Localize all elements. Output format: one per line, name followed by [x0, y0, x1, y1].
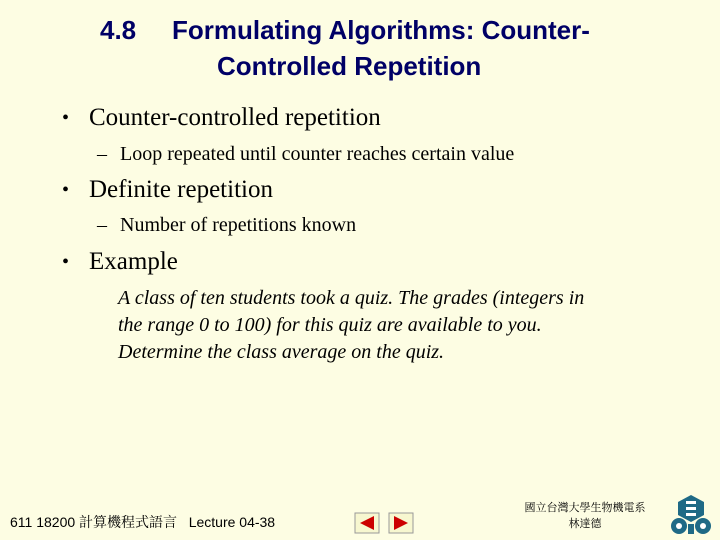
- triangle-right-icon[interactable]: [388, 512, 414, 534]
- example-text: [118, 285, 658, 366]
- bullet-dot: •: [62, 179, 70, 201]
- department: 國立台灣大學生物機電系: [524, 502, 646, 514]
- sub-bullet-1-text: Loop repeated until counter reaches certain value: [120, 143, 515, 165]
- bullet-dot: •: [62, 107, 70, 129]
- example-line-1: A class of ten students took a quiz. The grades (integers in: [118, 287, 585, 309]
- bullet-dot: •: [62, 251, 70, 273]
- bullet-3-text: Example: [89, 248, 178, 275]
- course-name: 611 18200 計算機程式語言: [10, 514, 178, 530]
- lecture-number: Lecture 04-38: [188, 514, 276, 530]
- bullet-1-text: Counter-controlled repetition: [89, 104, 381, 131]
- sub-bullet-dash: –: [97, 143, 107, 165]
- author: 林達德: [568, 518, 602, 530]
- example-line-2: the range 0 to 100) for this quiz are available to you.: [118, 314, 542, 336]
- sub-bullet-dash: –: [97, 214, 107, 236]
- title-line-1: Formulating Algorithms: Counter-: [172, 15, 590, 45]
- section-number: 4.8: [100, 15, 137, 45]
- bullet-2-text: Definite repetition: [89, 176, 273, 203]
- footer-course-info: [10, 512, 275, 532]
- footer-dept-info: [505, 500, 665, 532]
- example-line-3: Determine the class average on the quiz.: [118, 341, 445, 363]
- triangle-left-icon[interactable]: [354, 512, 380, 534]
- title-line-2: Controlled Repetition: [217, 51, 482, 81]
- university-logo-icon: [668, 493, 714, 537]
- sub-bullet-2-text: Number of repetitions known: [120, 214, 357, 236]
